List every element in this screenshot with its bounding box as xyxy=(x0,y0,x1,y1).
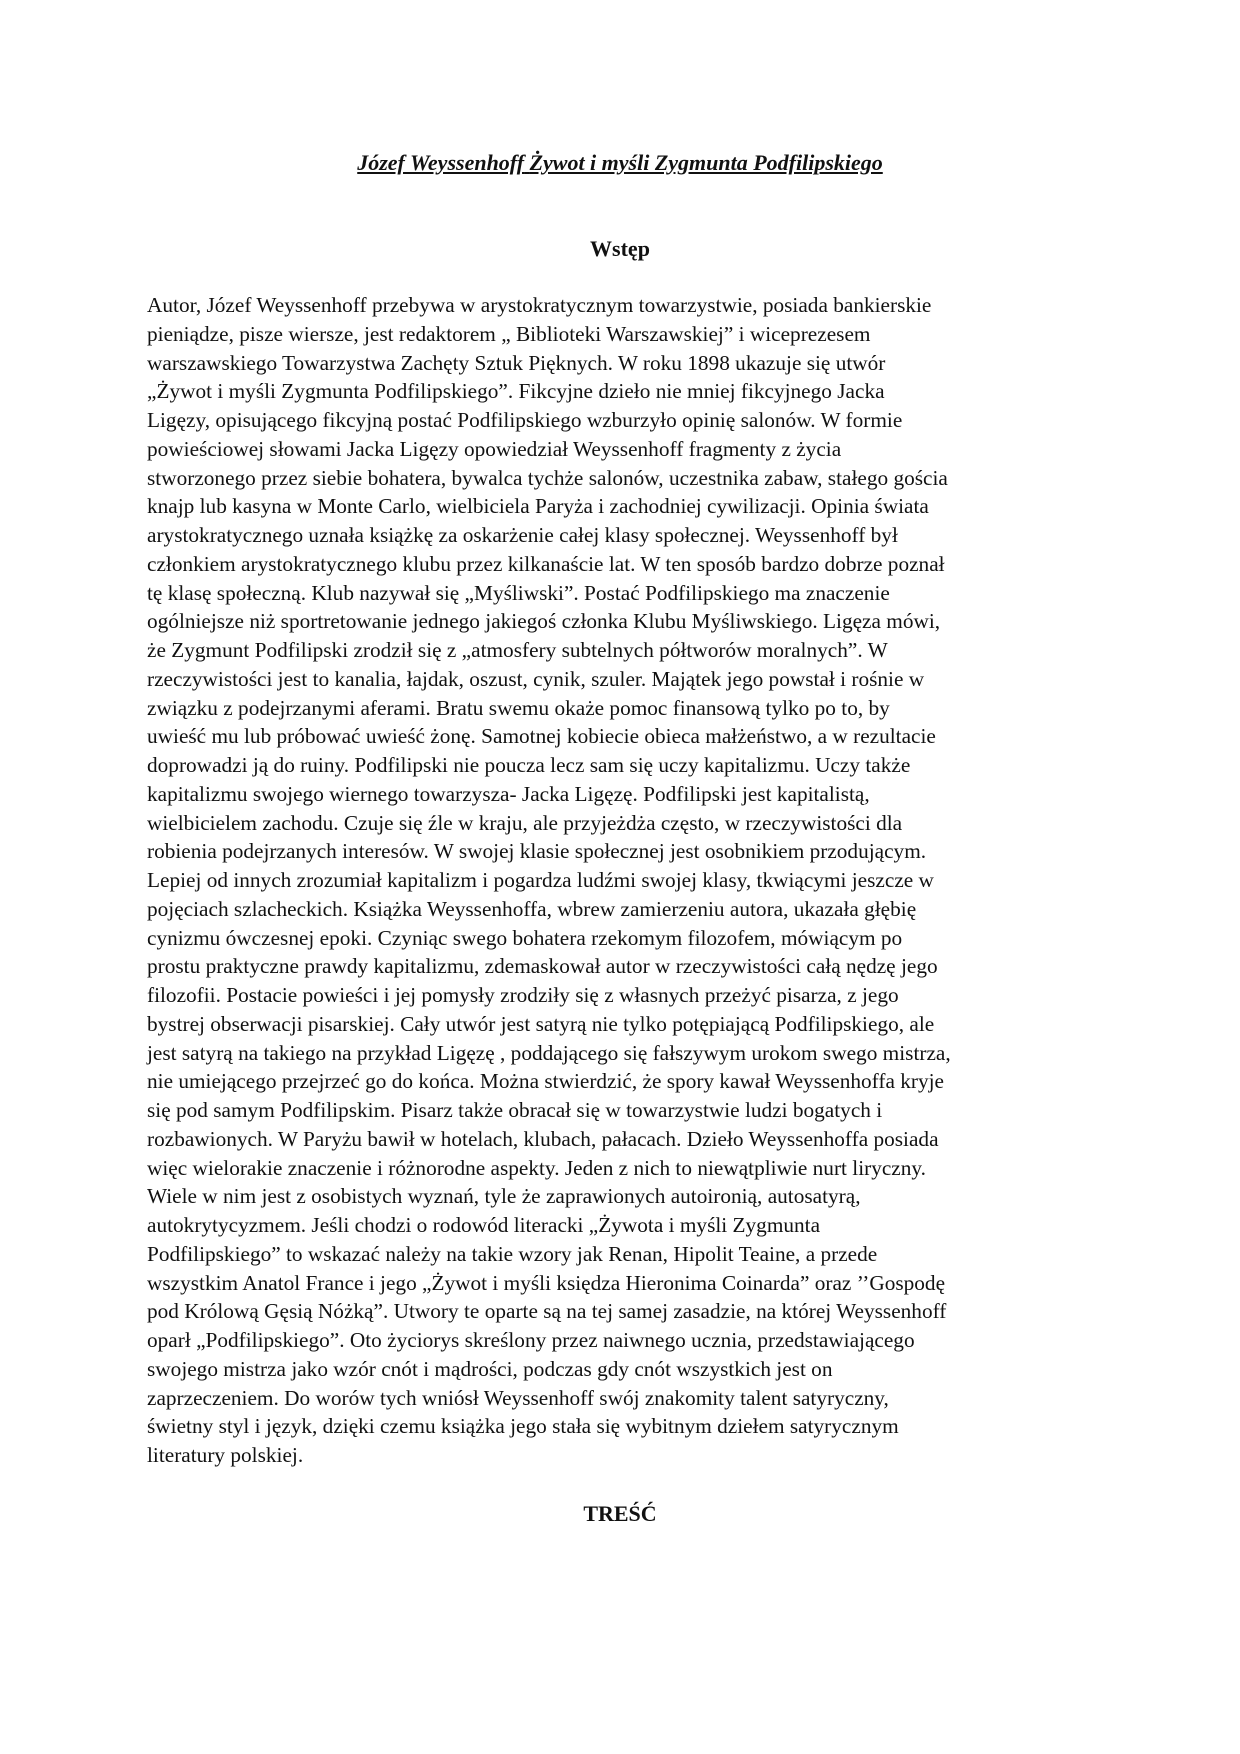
paragraph-line: członkiem arystokratycznego klubu przez kilkanaście lat. W ten sposób bardzo dobrze poznał xyxy=(147,551,945,576)
paragraph-line: rzeczywistości jest to kanalia, łajdak, oszust, cynik, szuler. Majątek jego powstał i rośnie w xyxy=(147,666,925,691)
paragraph-line: bystrej obserwacji pisarskiej. Cały utwór jest satyrą nie tylko potępiającą Podfilipskiego, ale xyxy=(147,1011,935,1036)
paragraph-line: robienia podejrzanych interesów. W swojej klasie społecznej jest osobnikiem przodującym. xyxy=(147,839,927,864)
paragraph-line: wielbicielem zachodu. Czuje się źle w kraju, ale przyjeżdża często, w rzeczywistości dla xyxy=(147,810,903,835)
paragraph-line: autokrytycyzmem. Jeśli chodzi o rodowód literacki „Żywota i myśli Zygmunta xyxy=(147,1213,821,1237)
paragraph-line: rozbawionych. W Paryżu bawił w hotelach, klubach, pałacach. Dzieło Weyssenhoffa posiada xyxy=(147,1126,939,1151)
paragraph-line: kapitalizmu swojego wiernego towarzysza- Jacka Ligęzę. Podfilipski jest kapitalistą, xyxy=(147,781,870,806)
section-heading-intro: Wstęp xyxy=(590,236,650,261)
paragraph-line: tę klasę społeczną. Klub nazywał się „Myśliwski”. Postać Podfilipskiego ma znaczenie xyxy=(147,580,890,605)
paragraph-line: Wiele w nim jest z osobistych wyznań, tyle że zaprawionych autoironią, autosatyrą, xyxy=(147,1184,861,1209)
paragraph-line: Autor, Józef Weyssenhoff przebywa w arystokratycznym towarzystwie, posiada bankierskie xyxy=(147,293,932,317)
paragraph-line: pojęciach szlacheckich. Książka Weyssenhoffa, wbrew zamierzeniu autora, ukazała głębię xyxy=(147,896,917,921)
paragraph-line: uwieść mu lub próbować uwieść żonę. Samotnej kobiecie obieca małżeństwo, a w rezultacie xyxy=(147,724,936,749)
paragraph-line: zaprzeczeniem. Do worów tych wniósł Weyssenhoff swój znakomity talent satyryczny, xyxy=(147,1385,889,1410)
paragraph-line: swojego mistrza jako wzór cnót i mądrości, podczas gdy cnót wszystkich jest on xyxy=(147,1356,833,1381)
paragraph-line: się pod samym Podfilipskim. Pisarz także obracał się w towarzystwie ludzi bogatych i xyxy=(147,1098,883,1122)
paragraph-line: pod Królową Gęsią Nóżką”. Utwory te oparte są na tej samej zasadzie, na której Weyssenhoff xyxy=(147,1299,947,1324)
paragraph-line: ogólniejsze niż sportretowanie jednego jakiegoś członka Klubu Myśliwskiego. Ligęza mówi, xyxy=(147,609,941,634)
paragraph-line: Ligęzy, opisującego fikcyjną postać Podfilipskiego wzburzyło opinię salonów. W formie xyxy=(147,408,903,432)
section-heading-content: TREŚĆ xyxy=(583,1501,657,1526)
paragraph-line: Podfilipskiego” to wskazać należy na takie wzory jak Renan, Hipolit Teaine, a przede xyxy=(147,1241,878,1266)
paragraph-line: więc wielorakie znaczenie i różnorodne aspekty. Jeden z nich to niewątpliwie nurt liryczny. xyxy=(147,1155,926,1180)
paragraph-line: warszawskiego Towarzystwa Zachęty Sztuk Pięknych. W roku 1898 ukazuje się utwór xyxy=(147,350,886,375)
intro-paragraph xyxy=(147,291,1097,1470)
paragraph-line: że Zygmunt Podfilipski zrodził się z „atmosfery subtelnych półtworów moralnych”. W xyxy=(147,638,888,662)
paragraph-line: powieściowej słowami Jacka Ligęzy opowiedział Weyssenhoff fragmenty z życia xyxy=(147,436,842,461)
paragraph-line: cynizmu ówczesnej epoki. Czyniąc swego bohatera rzekomym filozofem, mówiącym po xyxy=(147,925,903,950)
paragraph-line: prostu praktyczne prawdy kapitalizmu, zdemaskował autor w rzeczywistości całą nędzę jego xyxy=(147,954,938,979)
paragraph-line: knajp lub kasyna w Monte Carlo, wielbiciela Paryża i zachodniej cywilizacji. Opinia świata xyxy=(147,494,929,519)
paragraph-line: literatury polskiej. xyxy=(147,1443,304,1467)
paragraph-line: pieniądze, pisze wiersze, jest redaktorem „ Biblioteki Warszawskiej” i wiceprezesem xyxy=(147,321,871,346)
paragraph-line: doprowadzi ją do ruiny. Podfilipski nie poucza lecz sam się uczy kapitalizmu. Uczy także xyxy=(147,753,911,777)
paragraph-line: jest satyrą na takiego na przykład Ligęzę , poddającego się fałszywym urokom swego mistrza, xyxy=(147,1040,951,1065)
paragraph-line: filozofii. Postacie powieści i jej pomysły zrodziły się z własnych przeżyć pisarza, z jego xyxy=(147,983,899,1007)
paragraph-line: wszystkim Anatol France i jego „Żywot i myśli księdza Hieronima Coinarda” oraz ’’Gospodę xyxy=(147,1270,946,1295)
paragraph-line: „Żywot i myśli Zygmunta Podfilipskiego”. Fikcyjne dzieło nie mniej fikcyjnego Jacka xyxy=(147,379,885,404)
paragraph-line: świetny styl i język, dzięki czemu książka jego stała się wybitnym dziełem satyrycznym xyxy=(147,1414,899,1439)
paragraph-line: stworzonego przez siebie bohatera, bywalca tychże salonów, uczestnika zabaw, stałego gościa xyxy=(147,465,948,490)
document-title xyxy=(0,148,1240,178)
title-author: Józef Weyssenhoff xyxy=(357,150,525,175)
paragraph-line: arystokratycznego uznała książkę za oskarżenie całej klasy społecznej. Weyssenhoff był xyxy=(147,523,898,547)
paragraph-line: związku z podejrzanymi aferami. Bratu swemu okaże pomoc finansową tylko po to, by xyxy=(147,695,890,720)
paragraph-line: Lepiej od innych zrozumiał kapitalizm i pogardza ludźmi swojej klasy, tkwiącymi jeszcze w xyxy=(147,868,934,892)
title-work: Żywot i myśli Zygmunta Podfilipskiego xyxy=(529,150,883,175)
paragraph-line: nie umiejącego przejrzeć go do końca. Można stwierdzić, że spory kawał Weyssenhoffa kryje xyxy=(147,1069,945,1094)
paragraph-line: oparł „Podfilipskiego”. Oto życiorys skreślony przez naiwnego ucznia, przedstawiającego xyxy=(147,1328,915,1352)
